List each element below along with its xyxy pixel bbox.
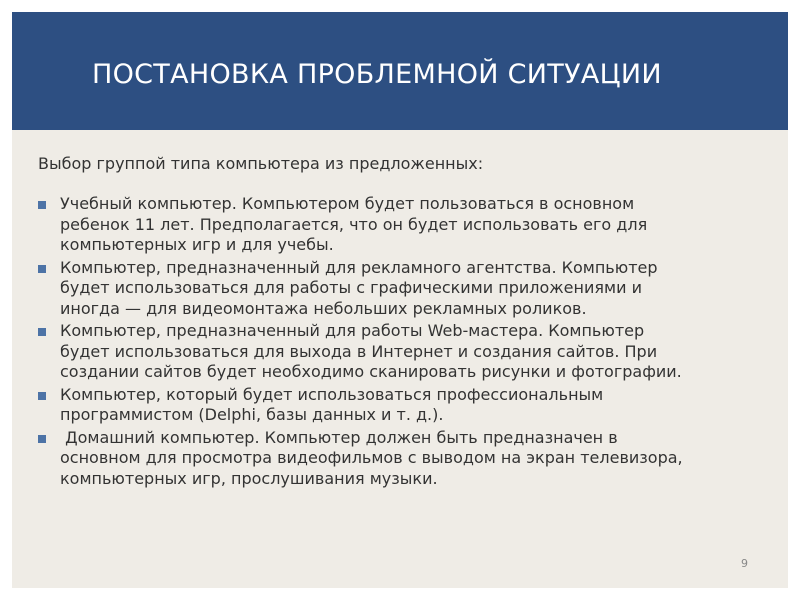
- bullet-line: будет использоваться для работы с графическими приложениями и: [60, 278, 642, 297]
- bullet-line: Компьютер, предназначенный для рекламного агентства. Компьютер: [60, 257, 658, 277]
- bullet-item-web-master-computer: [38, 321, 758, 383]
- slide-header: [12, 12, 788, 130]
- square-bullet-icon: [38, 435, 46, 443]
- bullet-line: компьютерных игр и для учебы.: [60, 235, 334, 254]
- bullet-line: основном для просмотра видеофильмов с выводом на экран телевизора,: [60, 448, 683, 467]
- bullet-line: будет использоваться для выхода в Интернет и создания сайтов. При: [60, 341, 658, 361]
- slide-body: [38, 154, 758, 491]
- slide: [12, 12, 788, 588]
- bullet-line: Компьютер, который будет использоваться профессиональным: [60, 384, 604, 404]
- bullet-item-ad-agency-computer: [38, 258, 758, 320]
- bullet-item-school-computer: [38, 194, 758, 256]
- square-bullet-icon: [38, 392, 46, 400]
- slide-title: ПОСТАНОВКА ПРОБЛЕМНОЙ СИТУАЦИИ: [92, 59, 662, 90]
- square-bullet-icon: [38, 265, 46, 273]
- bullet-line: программистом (Delphi, базы данных и т. д.).: [60, 405, 444, 424]
- bullet-line: компьютерных игр, прослушивания музыки.: [60, 468, 438, 488]
- bullet-line: ребенок 11 лет. Предполагается, что он будет использовать его для: [60, 214, 648, 234]
- bullet-line: Домашний компьютер. Компьютер должен быть предназначен в: [60, 427, 618, 447]
- intro-text: Выбор группой типа компьютера из предложенных:: [38, 154, 484, 173]
- bullet-line: Учебный компьютер. Компьютером будет пользоваться в основном: [60, 194, 635, 213]
- bullet-line: иногда — для видеомонтажа небольших рекламных роликов.: [60, 298, 587, 318]
- bullet-line: Компьютер, предназначенный для работы Web-мастера. Компьютер: [60, 321, 645, 340]
- square-bullet-icon: [38, 328, 46, 336]
- bullet-line: создании сайтов будет необходимо сканировать рисунки и фотографии.: [60, 362, 682, 381]
- bullet-list: [38, 194, 758, 489]
- bullet-item-programmer-computer: [38, 385, 758, 426]
- bullet-item-home-computer: [38, 428, 758, 490]
- square-bullet-icon: [38, 201, 46, 209]
- page-number: 9: [741, 557, 748, 570]
